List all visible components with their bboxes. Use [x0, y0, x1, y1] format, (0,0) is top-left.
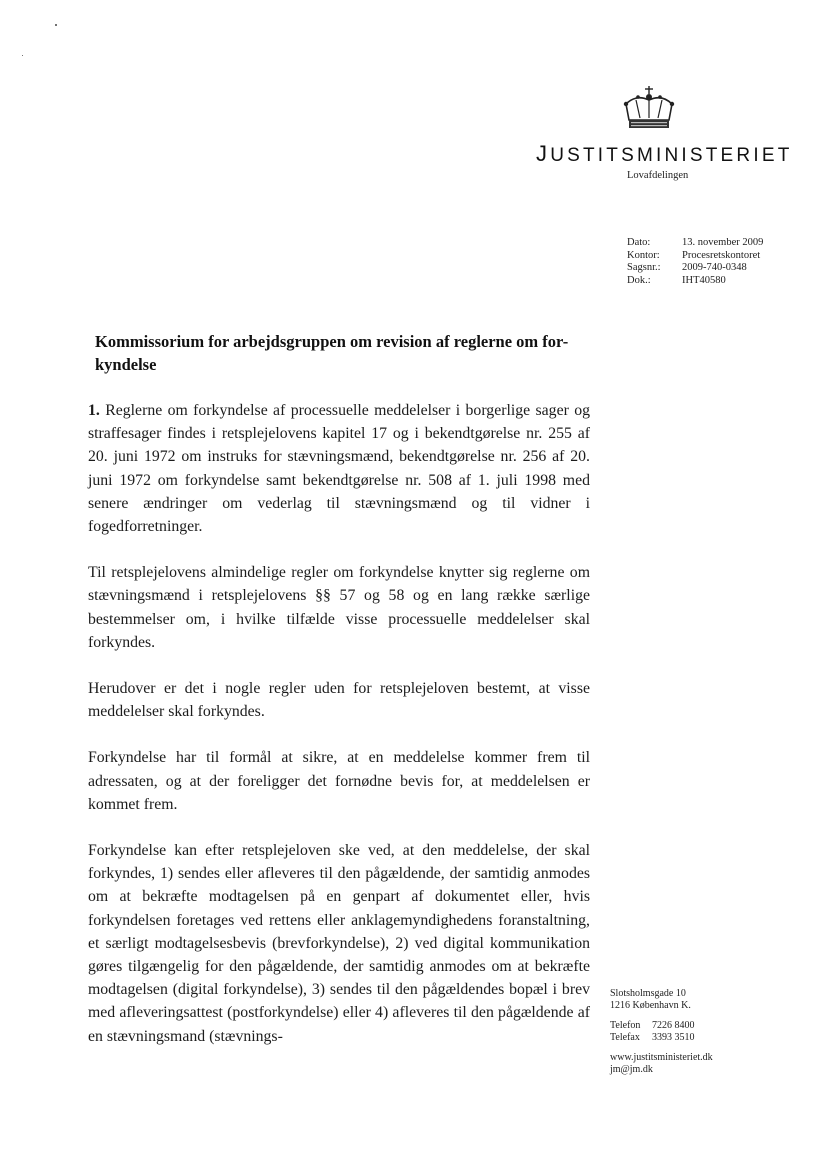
crown-logo — [620, 86, 678, 134]
meta-label: Kontor: — [627, 249, 660, 261]
paragraph-5: Forkyndelse kan efter retsplejeloven ske ved, at den meddelelse, der skal forkyndes, 1) sendes eller afleveres til den pågældende, der samtidig anmodes om at bekræfte modtagelsen på en genpart af dokumentet eller, hvis forkyndelsen foretages ved rettens eller anklagemyndighedens foranstaltning, et særligt modtagelsesbevis (brevforkyndelse), 2) ved digital kommunikation gøres tilgængelig for den pågældende, der samtidig anmodes om at bekræfte modtagelsen (digital forkyndelse), 3) sendes til den pågældendes bopæl i brev med afleveringsattest (postforkyndelse) eller 4) afleveres til den pågældende af en stævningsmand (stævnings- — [88, 842, 590, 1045]
paragraph-4: Forkyndelse har til formål at sikre, at en meddelelse kommer frem til adressaten, og at der foreligger det fornødne bevis for, at meddelelsen er kommet frem. — [88, 749, 590, 813]
document-title: Kommissorium for arbejdsgruppen om revision af reglerne om for-kyndelse — [95, 332, 569, 374]
meta-value: 13. november 2009 — [682, 237, 764, 248]
meta-row-case-number — [627, 262, 763, 275]
meta-row-office — [627, 250, 763, 263]
phone-number: 7226 8400 — [652, 1020, 695, 1031]
meta-value: IHT40580 — [682, 274, 726, 286]
meta-label: Dato: — [627, 237, 651, 248]
contact-block — [610, 988, 713, 1076]
scan-speck — [22, 55, 23, 56]
website-link[interactable]: www.justitsministeriet.dk — [610, 1052, 713, 1063]
fax-row — [610, 1032, 713, 1044]
department-name: Lovafdelingen — [627, 170, 689, 181]
address-street: Slotsholmsgade 10 — [610, 988, 686, 999]
paragraph-3: Herudover er det i nogle regler uden for retsplejeloven bestemt, at visse meddelelser skal forkyndes. — [88, 680, 590, 721]
address-city: 1216 København K. — [610, 1000, 691, 1011]
email-link[interactable]: jm@jm.dk — [610, 1064, 653, 1075]
document-body — [88, 399, 590, 1071]
paragraph-1 — [88, 399, 590, 538]
meta-row-document — [627, 275, 763, 288]
meta-label: Dok.: — [627, 274, 651, 286]
meta-row-date — [627, 237, 763, 250]
meta-value: 2009-740-0348 — [682, 262, 747, 273]
phone-row — [610, 1020, 713, 1032]
phone-label: Telefon — [610, 1020, 641, 1031]
fax-number: 3393 3510 — [652, 1032, 695, 1043]
scan-speck — [55, 24, 57, 26]
meta-value: Procesretskontoret — [682, 249, 761, 261]
ministry-name: JUSTITSMINISTERIET — [536, 141, 793, 166]
paragraph-text: Reglerne om forkyndelse af processuelle meddelelser i borgerlige sager og straffesager findes i retsplejelovens kapitel 17 og i bekendtgørelse nr. 255 af 20. juni 1972 om instruks for stævningsmænd, bekendtgørelse nr. 256 af 20. juni 1972 om forkyndelse samt bekendtgørelse nr. 508 af 1. juli 1998 med senere ændringer om vederlag til stævningsmænd og til vidner i fogedforretninger. — [88, 402, 590, 536]
fax-label: Telefax — [610, 1032, 640, 1043]
meta-label: Sagsnr.: — [627, 262, 661, 273]
document-meta — [627, 237, 763, 287]
paragraph-2: Til retsplejelovens almindelige regler om forkyndelse knytter sig reglerne om stævningsmænd i retsplejelovens §§ 57 og 58 og en lang række særlige bestemmelser om, i hvilke tilfælde visse processuelle meddelelser skal forkyndes. — [88, 564, 590, 651]
section-number: 1. — [88, 402, 100, 419]
